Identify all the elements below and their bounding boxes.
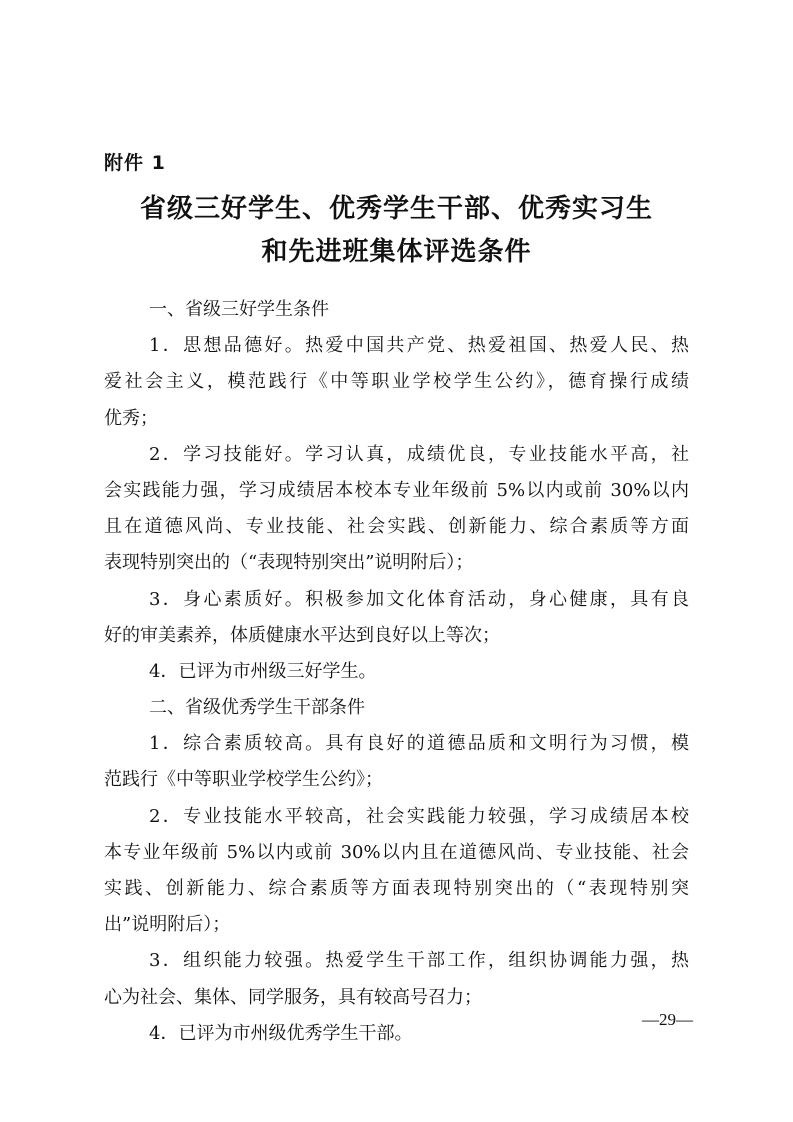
paragraph-line: 会实践能力强，学习成绩居本校本专业年级前 5%以内或前 30%以内 [104,479,689,501]
paragraph-line: 表现特别突出的（“表现特别突出”说明附后）； [104,552,474,574]
paragraph-line: 优秀； [104,407,158,429]
document-body [104,292,689,1052]
paragraph-line: 1．思想品德好。热爱中国共产党、热爱祖国、热爱人民、热 [149,335,689,357]
paragraph-line: 出”说明附后）； [104,914,231,936]
paragraph-line: 实践、创新能力、综合素质等方面表现特别突出的（“表现特别突 [104,878,689,899]
paragraph-line: 4．已评为市州级三好学生。 [149,660,377,682]
paragraph-line: 爱社会主义，模范践行《中等职业学校学生公约》，德育操行成绩 [104,371,689,393]
paragraph-line: 范践行《中等职业学校学生公约》； [104,769,383,791]
paragraph-line: 本专业年级前 5%以内或前 30%以内且在道德风尚、专业技能、社会 [104,841,689,863]
section-heading: 二、省级优秀学生干部条件 [149,697,365,719]
paragraph-line: 3．组织能力较强。热爱学生干部工作，组织协调能力强，热 [149,950,689,972]
paragraph-line: 2．专业技能水平较高，社会实践能力较强，学习成绩居本校 [149,805,689,827]
paragraph-line: 且在道德风尚、专业技能、社会实践、创新能力、综合素质等方面 [104,516,689,538]
page-number: —29— [642,1010,693,1029]
document-title-line-2: 和先进班集体评选条件 [261,237,532,267]
section-heading: 一、省级三好学生条件 [149,299,329,320]
paragraph-line: 心为社会、集体、同学服务，具有较高号召力； [104,986,482,1008]
document-title-line-1: 省级三好学生、优秀学生干部、优秀实习生 [139,194,653,224]
paragraph-line: 好的审美素养，体质健康水平达到良好以上等次； [104,624,500,646]
paragraph-line: 3．身心素质好。积极参加文化体育活动，身心健康，具有良 [149,588,689,610]
paragraph-line: 4．已评为市州级优秀学生干部。 [149,1022,413,1044]
paragraph-line: 1．综合素质较高。具有良好的道德品质和文明行为习惯，模 [149,733,689,755]
attachment-label: 附件 1 [104,152,166,174]
paragraph-line: 2．学习技能好。学习认真，成绩优良，专业技能水平高，社 [149,443,689,465]
